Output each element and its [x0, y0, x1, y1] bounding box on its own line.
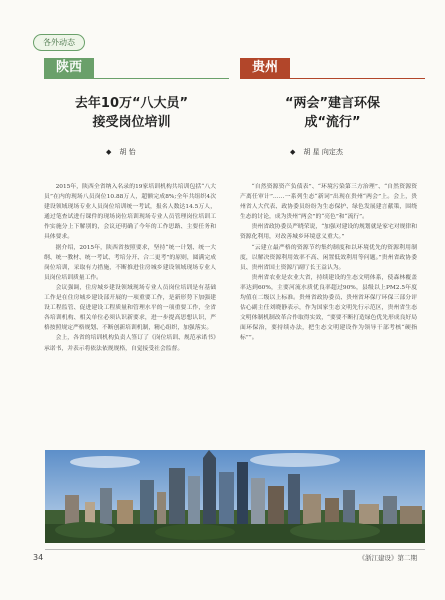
paragraph: “自然资源资产负债表”、“环境污染第三方治理”、“自然资源资产离任审计”……一系列生态“新词”出现在贵州“两会”上。会上，贵州省人大代表、政协委员纷纷为生态保护、绿色发展建言献策，围绕生态的讨论，成为贵州“两会”的“亮色”和“流行”。 [240, 184, 417, 221]
title-line: “两会”建言环保 [284, 96, 381, 111]
title-line: 去年10万“八大员” [74, 96, 189, 111]
author-name: 胡 星 向定杰 [303, 148, 343, 156]
paragraph: 2015年，陕西全省纳入名录的19家培训机构共培训包括“八大员”在内的现场八员岗位10.88万人，超额完成8%;全年共组织4次建设领域现场专业人员岗位培训统一考试，报名人数达14.5万人，通过笔查试进行课件的现场岗位培训现场专业人员管理岗位培训工作实施分上下解别的，会议还明确了今年的工作思路、主要任务和具体要求。 [44, 184, 216, 241]
title-line: 接受岗位培训 [92, 115, 171, 130]
diamond-icon: ◆ [106, 148, 112, 156]
paragraph: 贵州省政协委员严晓荣说，“加强对建设的规划就是家宅对规律和资源化利用，对改善城乡环境意义重大。” [240, 224, 417, 241]
journal-name: 《浙江建设》第二期 [358, 554, 417, 562]
section-tag: 各外动态 [33, 34, 85, 51]
article-title-right [240, 94, 425, 132]
diamond-icon: ◆ [290, 148, 296, 156]
region-header-shaanxi [44, 58, 229, 79]
paragraph: 会议强调，住房城乡建设领域现场专业人员岗位培训是有基础工作是在住房城乡建设部开展的一项重要工作，是新形势下加强建设工程监管、促进建设工程质量和管理水平的一项重要工作，全省各培训机构、相关单位必须认识新要求，进一步提高思想认识，严格按照规定严格规划、不断创新培训机制，精心组织，加强落实。 [44, 284, 216, 332]
city-skyline-photo [45, 450, 425, 543]
paragraph: 会上，各省的培训机构负责人签订了《岗位培训、规范承诺书》承诺书，并表示将依法依规规格，自觉接受社会监督。 [44, 335, 216, 352]
article-title-left [44, 94, 219, 132]
author-left [106, 147, 136, 157]
article-body-right [240, 182, 417, 344]
paragraph: 贵州省农业是农业大省，持续建设的生态文明体系，使森林覆盖率达到60%，主要河流水质优良率超过90%，县级以上PM2.5年度均值在二级以上标准。贵州省政协委员、贵州省环保厅环保三部分评估心副主任刘晓静表示，作为国家生态文明先行示范区，贵州省生态文明体制机制改革合作取得实效，“要要不断打造绿色优先形成良好局面环保治，要持续办法，把生态文明建设作为领导干部考核“硬指标””。 [240, 274, 417, 342]
paragraph: “云建立最严格的资源节约集约制度和以环境优先的资源利用制度，以解决资源利用效率不高、闲置低效利用等问题。”贵州省政协委员、贵州省国土资源厅副厅长王益认为。 [240, 244, 417, 271]
footer-divider [45, 549, 425, 550]
region-label: 贵州 [240, 58, 290, 78]
article-body-left [44, 182, 216, 354]
author-name: 胡 怡 [119, 148, 136, 156]
author-right [290, 147, 343, 157]
paragraph: 据介绍，2015年，陕西省按照要求，坚持“统一计划、统一大纲、统一教材、统一考试、考培分开、合二更考”的原则，圆满完成岗位培训，采取有力措施，不断推进住房城乡建设领域现场专业人员岗位培训质量工作。 [44, 244, 216, 281]
region-label: 陕西 [44, 58, 94, 78]
title-line: 成“流行” [304, 115, 361, 130]
region-header-guizhou [240, 58, 425, 79]
page-number: 34 [33, 553, 44, 562]
